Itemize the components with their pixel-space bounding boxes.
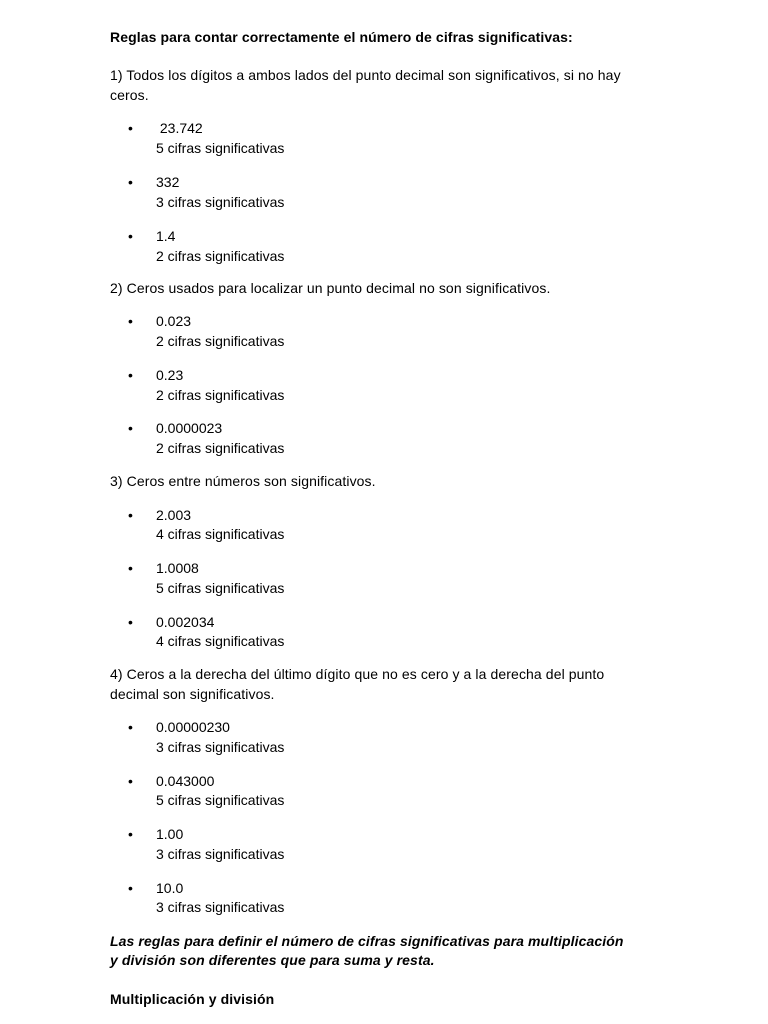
section-heading: Multiplicación y división	[110, 991, 275, 1007]
example-count: 2 cifras significativas	[156, 333, 285, 349]
bullet-icon: •	[128, 420, 133, 436]
example-value: 1.0008	[156, 560, 199, 576]
bullet-icon: •	[128, 560, 133, 576]
example-value: 2.003	[156, 507, 192, 523]
bullet-icon: •	[128, 174, 133, 190]
example-count: 5 cifras significativas	[156, 140, 285, 156]
example-count: 3 cifras significativas	[156, 846, 285, 862]
example-count: 2 cifras significativas	[156, 387, 285, 403]
example-count: 3 cifras significativas	[156, 739, 285, 755]
example-count: 2 cifras significativas	[156, 248, 285, 264]
bullet-icon: •	[128, 880, 133, 896]
example-count: 5 cifras significativas	[156, 792, 285, 808]
rule-2-text: 2) Ceros usados para localizar un punto decimal no son significativos.	[110, 280, 551, 296]
rule-1-text-line-1: 1) Todos los dígitos a ambos lados del punto decimal son significativos, si no hay	[110, 67, 621, 83]
bullet-icon: •	[128, 507, 133, 523]
example-value: 0.23	[156, 367, 184, 383]
rule-3-text: 3) Ceros entre números son significativos.	[110, 473, 376, 489]
bullet-icon: •	[128, 228, 133, 244]
example-value: 1.00	[156, 826, 184, 842]
bullet-icon: •	[128, 614, 133, 630]
example-count: 3 cifras significativas	[156, 899, 285, 915]
bullet-icon: •	[128, 313, 133, 329]
bullet-icon: •	[128, 120, 133, 136]
bullet-icon: •	[128, 367, 133, 383]
rule-4-text-line-2: decimal son significativos.	[110, 686, 275, 702]
example-count: 5 cifras significativas	[156, 580, 285, 596]
example-value: 0.00000230	[156, 719, 230, 735]
example-count: 2 cifras significativas	[156, 440, 285, 456]
note-line-2: y división son diferentes que para suma y resta.	[110, 952, 435, 968]
example-value: 1.4	[156, 228, 176, 244]
example-count: 3 cifras significativas	[156, 194, 285, 210]
example-value: 0.043000	[156, 773, 215, 789]
bullet-icon: •	[128, 773, 133, 789]
rule-1-text-line-2: ceros.	[110, 87, 149, 103]
example-value: 0.002034	[156, 614, 215, 630]
note-line-1: Las reglas para definir el número de cifras significativas para multiplicación	[110, 933, 624, 949]
document-title: Reglas para contar correctamente el número de cifras significativas:	[110, 29, 573, 45]
example-count: 4 cifras significativas	[156, 633, 285, 649]
rule-4-text-line-1: 4) Ceros a la derecha del último dígito que no es cero y a la derecha del punto	[110, 666, 605, 682]
bullet-icon: •	[128, 719, 133, 735]
example-value: 332	[156, 174, 180, 190]
example-value: 23.742	[156, 120, 203, 136]
example-value: 0.023	[156, 313, 192, 329]
example-count: 4 cifras significativas	[156, 526, 285, 542]
example-value: 0.0000023	[156, 420, 223, 436]
bullet-icon: •	[128, 826, 133, 842]
example-value: 10.0	[156, 880, 184, 896]
